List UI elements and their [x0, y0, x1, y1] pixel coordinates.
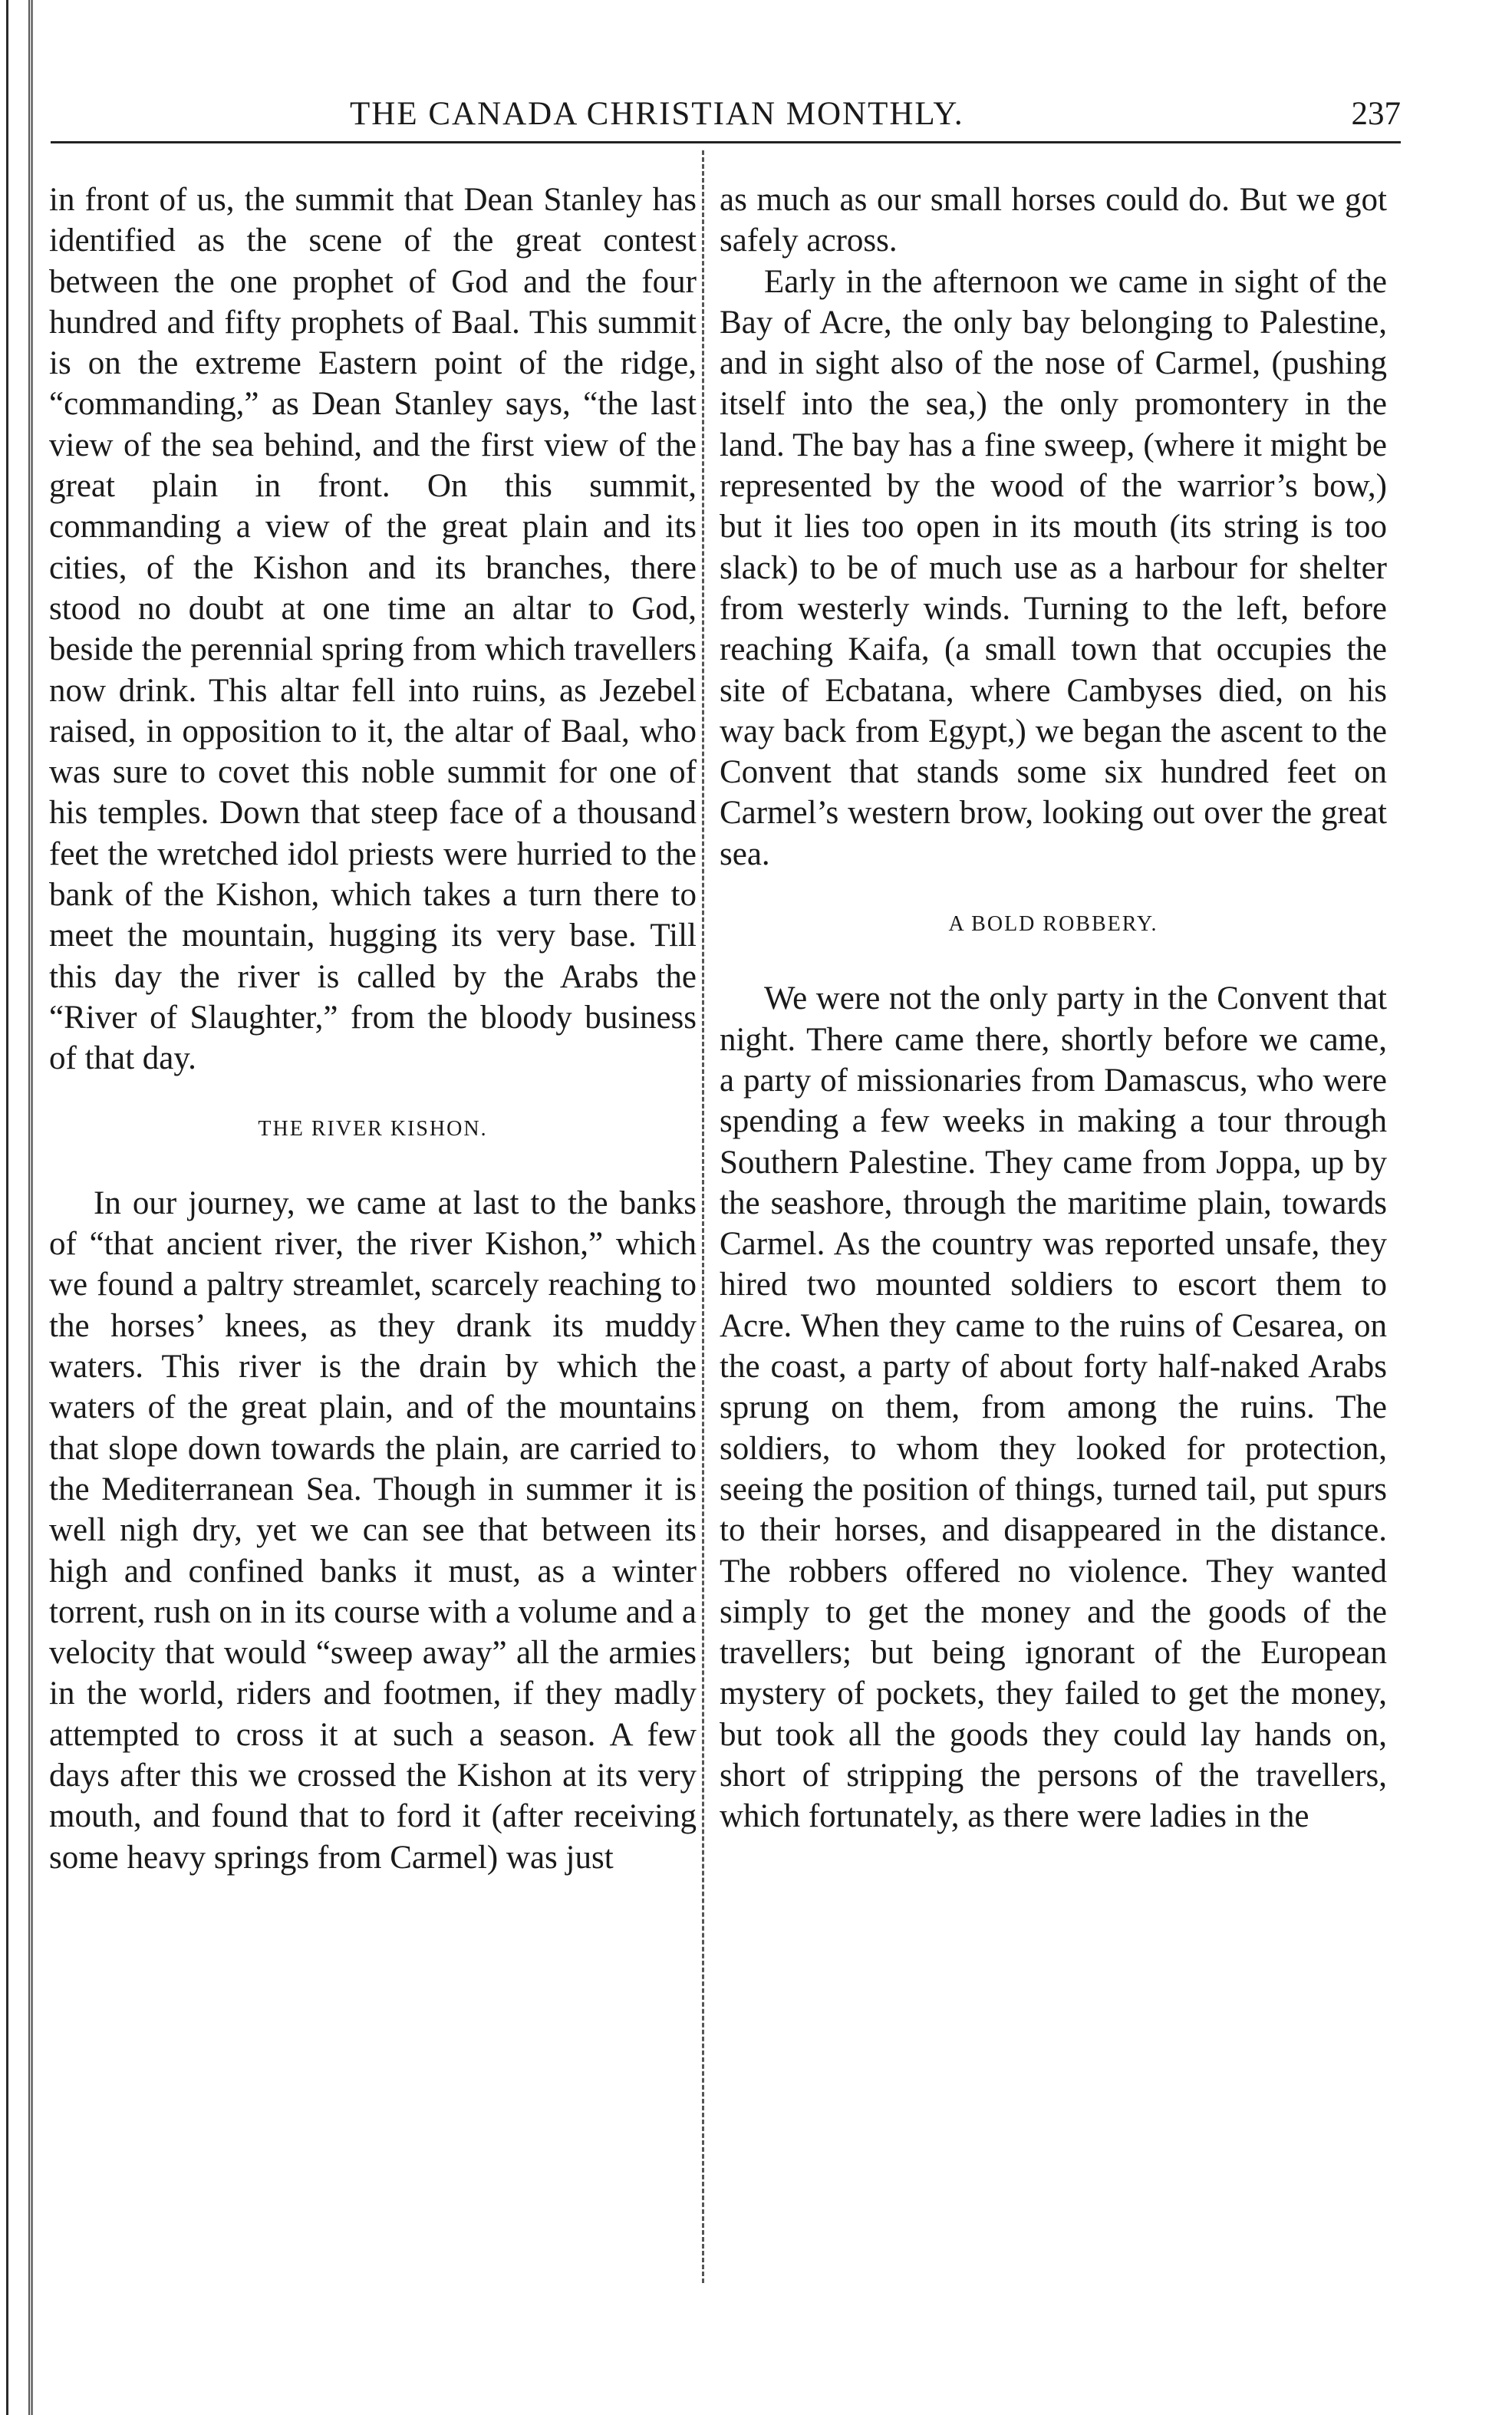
- column-divider: [702, 150, 704, 2283]
- binding-edge: [6, 0, 30, 2415]
- section-heading: A BOLD ROBBERY.: [948, 912, 1158, 937]
- paragraph: as much as our small horses could do. But we got safely across.: [720, 182, 1387, 259]
- paragraph: in front of us, the summit that Dean Stanley has identified as the scene of the great contest between the one prophet of God and the four hundred and fifty prophets of Baal. This summit is on the extreme Eastern point of the ridge, “commanding,” as Dean Stanley says, “the last view of the sea behind, and the first view of the great plain in front. On this summit, commanding a view of the great plain and its cities, of the Kishon and its branches, there stood no doubt at one time an altar to God, beside the perennial spring from which travellers now drink. This altar fell into ruins, as Jezebel raised, in opposition to it, the altar of Baal, who was sure to covet this noble summit for one of his temples. Down that steep face of a thousand feet the wretched idol priests were hurried to the bank of the Kishon, which takes a turn there to meet the mountain, hugging its very base. Till this day the river is called by the Arabs the “River of Slaughter,” from the bloody business of that day.: [49, 182, 697, 1077]
- paragraph: In our journey, we came at last to the banks of “that ancient river, the river Kishon,” which we found a paltry streamlet, scarcely reaching to the horses’ knees, as they drank its muddy waters. This river is the drain by which the waters of the great plain, and of the mountains that slope down towards the plain, are carried to the Mediterranean Sea. Though in summer it is well nigh dry, yet we can see that between its high and confined banks it must, as a winter torrent, rush on in its course with a volume and a velocity that would “sweep away” all the armies in the world, riders and footmen, if they madly attempted to cross it at such a season. A few days after this we crossed the Kishon at its very mouth, and found that to ford it (after receiving some heavy springs from Carmel) was just: [49, 1184, 697, 1876]
- header-rule: [51, 141, 1401, 143]
- paragraph: Early in the afternoon we came in sight of the Bay of Acre, the only bay belonging to Palestine, and in sight also of the nose of Carmel, (pushing itself into the sea,) the only promontery in the land. The bay has a fine sweep, (where it might be represented by the wood of the warrior’s bow,) but it lies too open in its mouth (its string is too slack) to be of much use as a harbour for shelter from westerly winds. Turning to the left, before reaching Kaifa, (a small town that occupies the site of Ecbatana, where Cambyses died, on his way back from Egypt,) we began the ascent to the Convent that stands some six hundred feet on Carmel’s western brow, looking out over the great sea.: [720, 263, 1387, 872]
- page-header: [51, 95, 1401, 135]
- page-number: 237: [1351, 96, 1401, 132]
- left-column: [49, 180, 697, 1878]
- binding-line: [31, 0, 33, 2415]
- section-heading: THE RIVER KISHON.: [258, 1116, 488, 1141]
- right-column: [720, 180, 1387, 1837]
- paragraph: We were not the only party in the Convent that night. There came there, shortly before we came, a party of missionaries from Damascus, who were spending a few weeks in making a tour through Southern Palestine. They came from Joppa, up by the seashore, through the maritime plain, towards Carmel. As the country was reported unsafe, they hired two mounted soldiers to escort them to Acre. When they came to the ruins of Cesarea, on the coast, a party of about forty half-naked Arabs sprung on them, from among the ruins. The soldiers, to whom they looked for protection, seeing the position of things, turned tail, put spurs to their horses, and disappeared in the distance. The robbers offered no violence. They wanted simply to get the money and the goods of the travellers; but being ignorant of the European mystery of pockets, they failed to get the money, but took all the goods they could lay hands on, short of stripping the persons of the travellers, which fortunately, as there were ladies in the: [720, 980, 1387, 1835]
- running-head: THE CANADA CHRISTIAN MONTHLY.: [350, 96, 964, 132]
